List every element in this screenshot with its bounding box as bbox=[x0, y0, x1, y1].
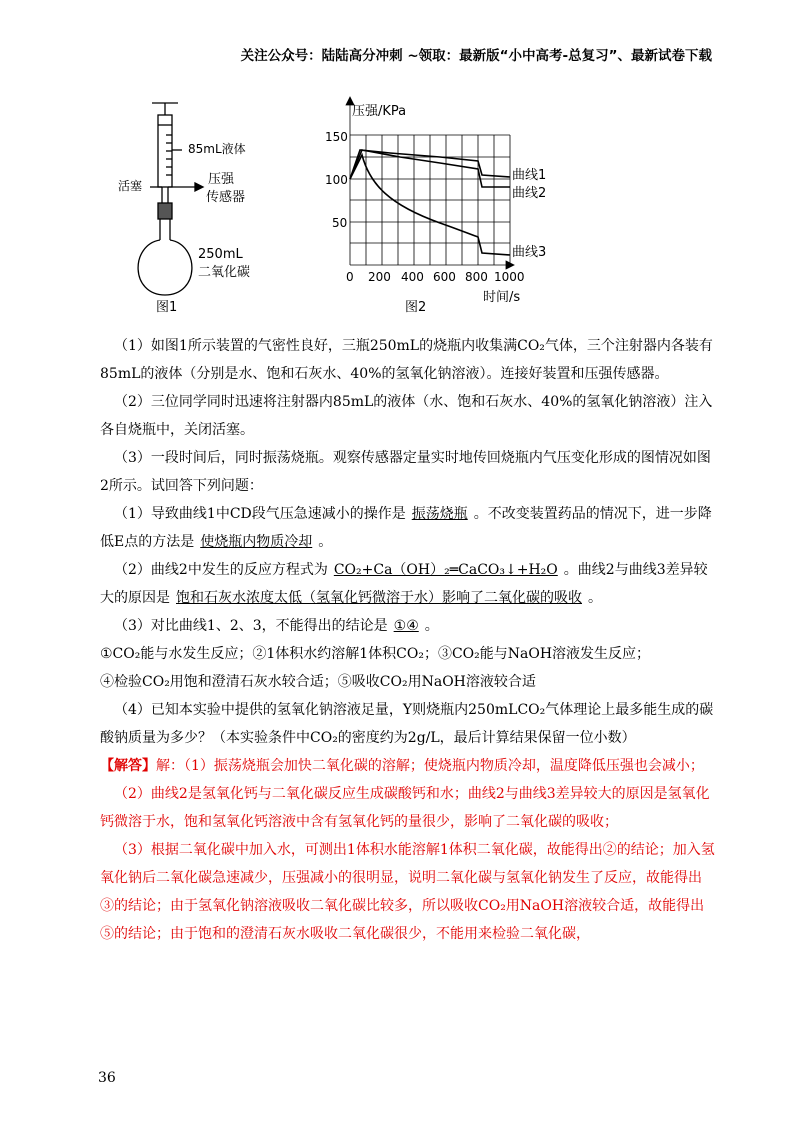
valve-label: 活塞 bbox=[118, 179, 143, 193]
question-content bbox=[100, 332, 715, 948]
options-line-2: ④检验CO₂用饱和澄清石灰水较合适；⑤吸收CO₂用NaOH溶液较合适 bbox=[100, 674, 536, 690]
question-3-text-a: （3）对比曲线1、2、3，不能得出的结论是 bbox=[114, 618, 388, 634]
curve1-label: 曲线1 bbox=[512, 168, 547, 183]
flask-label-2: 二氧化碳 bbox=[198, 265, 251, 280]
paragraph-3: （3）一段时间后，同时振荡烧瓶。观察传感器定量实时地传回烧瓶内气压变化形成的图情况如图2所示。试回答下列问题： bbox=[100, 450, 711, 494]
figure2-grid bbox=[346, 97, 514, 269]
question-2-text-a: （2）曲线2中发生的反应方程式为 bbox=[114, 562, 328, 578]
question-2-text-c: 。 bbox=[588, 590, 602, 606]
answer-2: （2）曲线2是氢氧化钙与二氧化碳反应生成碳酸钙和水；曲线2与曲线3差异较大的原因是氢氧化钙微溶于水，饱和氢氧化钙溶液中含有氢氧化钙的量很少，影响了二氧化碳的吸收； bbox=[100, 786, 710, 830]
xtick-1000: 1000 bbox=[494, 270, 525, 284]
answer-3: （3）根据二氧化碳中加入水，可测出1体积水能溶解1体积二氧化碳，故能得出②的结论；加入氢氧化钠后二氧化碳急速减少，压强减小的很明显，说明二氧化碳与氢氧化钠发生了反应，故能得出③的结论；由于氢氧化钠溶液吸收二氧化碳比较多，所以吸收CO₂用NaOH溶液较合适，故能得出⑤的结论；由于饱和的澄清石灰水吸收二氧化碳很少，不能用来检验二氧化碳， bbox=[100, 842, 715, 942]
figure2-xlabel: 时间/s bbox=[483, 290, 521, 305]
question-2-text-b: 。曲线2与曲线3差异较大的原因是 bbox=[100, 562, 708, 606]
question-1-text-b: 。不改变装置药品的情况下，进一步降低E点的方法是 bbox=[100, 506, 712, 550]
sensor-label-2: 传感器 bbox=[206, 190, 246, 205]
ytick-150: 150 bbox=[325, 130, 348, 144]
question-3 bbox=[100, 612, 715, 640]
curve3-label: 曲线3 bbox=[512, 245, 547, 260]
page-header: 关注公众号：陆陆高分冲刺 ~领取：最新版“小中高考-总复习”、最新试卷下载 bbox=[240, 48, 712, 64]
ytick-100: 100 bbox=[325, 173, 348, 187]
flask-bulb bbox=[138, 240, 192, 295]
answer-label: 【解答】 bbox=[100, 758, 156, 774]
question-1-text-a: （1）导致曲线1中CD段气压急速减小的操作是 bbox=[114, 506, 406, 522]
answer-blank-2: 使烧瓶内物质冷却 bbox=[200, 534, 313, 550]
answer-1-text: 解：（1）振荡烧瓶会加快二氧化碳的溶解；使烧瓶内物质冷却，温度降低压强也会减小； bbox=[156, 758, 704, 774]
answer-blank-1: 振荡烧瓶 bbox=[411, 506, 468, 522]
paragraph-1: （1）如图1所示装置的气密性良好，三瓶250mL的烧瓶内收集满CO₂气体，三个注射器内各装有85mL的液体（分别是水、饱和石灰水、40%的氢氧化钠溶液）。连接好装置和压强传感器。 bbox=[100, 338, 713, 382]
xtick-800: 800 bbox=[465, 270, 488, 284]
paragraph-2: （2）三位同学同时迅速将注射器内85mL的液体（水、饱和石灰水、40%的氢氧化钠溶液）注入各自烧瓶中，关闭活塞。 bbox=[100, 394, 713, 438]
rubber-stopper bbox=[158, 203, 172, 219]
options-line-1: ①CO₂能与水发生反应；②1体积水约溶解1体积CO₂；③CO₂能与NaOH溶液发生反应； bbox=[100, 646, 651, 662]
flask-label-1: 250mL bbox=[198, 247, 243, 262]
liquid-label: 85mL液体 bbox=[188, 142, 246, 156]
answer-blank-5: ①④ bbox=[393, 618, 419, 634]
page-number: 36 bbox=[98, 1070, 116, 1086]
answer-blank-3: CO₂+Ca（OH）₂═CaCO₃↓+H₂O bbox=[333, 562, 558, 578]
question-3-text-b: 。 bbox=[424, 618, 439, 634]
figures bbox=[100, 95, 547, 320]
xtick-0: 0 bbox=[346, 270, 354, 284]
figure2-ylabel: 压强/KPa bbox=[352, 104, 407, 119]
question-2 bbox=[100, 556, 715, 612]
xtick-600: 600 bbox=[433, 270, 456, 284]
curve2-label: 曲线2 bbox=[512, 186, 547, 201]
figure1-apparatus bbox=[138, 103, 203, 295]
answer-blank-4: 饱和石灰水浓度太低（氢氧化钙微溶于水）影响了二氧化碳的吸收 bbox=[176, 590, 582, 606]
question-1-text-c: 。 bbox=[318, 534, 333, 550]
answer-1 bbox=[100, 752, 715, 780]
question-4: （4）已知本实验中提供的氢氧化钠溶液足量，Y则烧瓶内250mLCO₂气体理论上最多能生成的碳酸钠质量为多少？（本实验条件中CO₂的密度约为2g/L，最后计算结果保留一位小数） bbox=[100, 702, 714, 746]
ytick-50: 50 bbox=[332, 216, 348, 230]
xtick-400: 400 bbox=[401, 270, 424, 284]
figure2-caption: 图2 bbox=[405, 300, 427, 315]
xtick-200: 200 bbox=[368, 270, 391, 284]
figure1-caption: 图1 bbox=[156, 300, 178, 315]
question-1 bbox=[100, 500, 715, 556]
sensor-label-1: 压强 bbox=[208, 172, 235, 187]
